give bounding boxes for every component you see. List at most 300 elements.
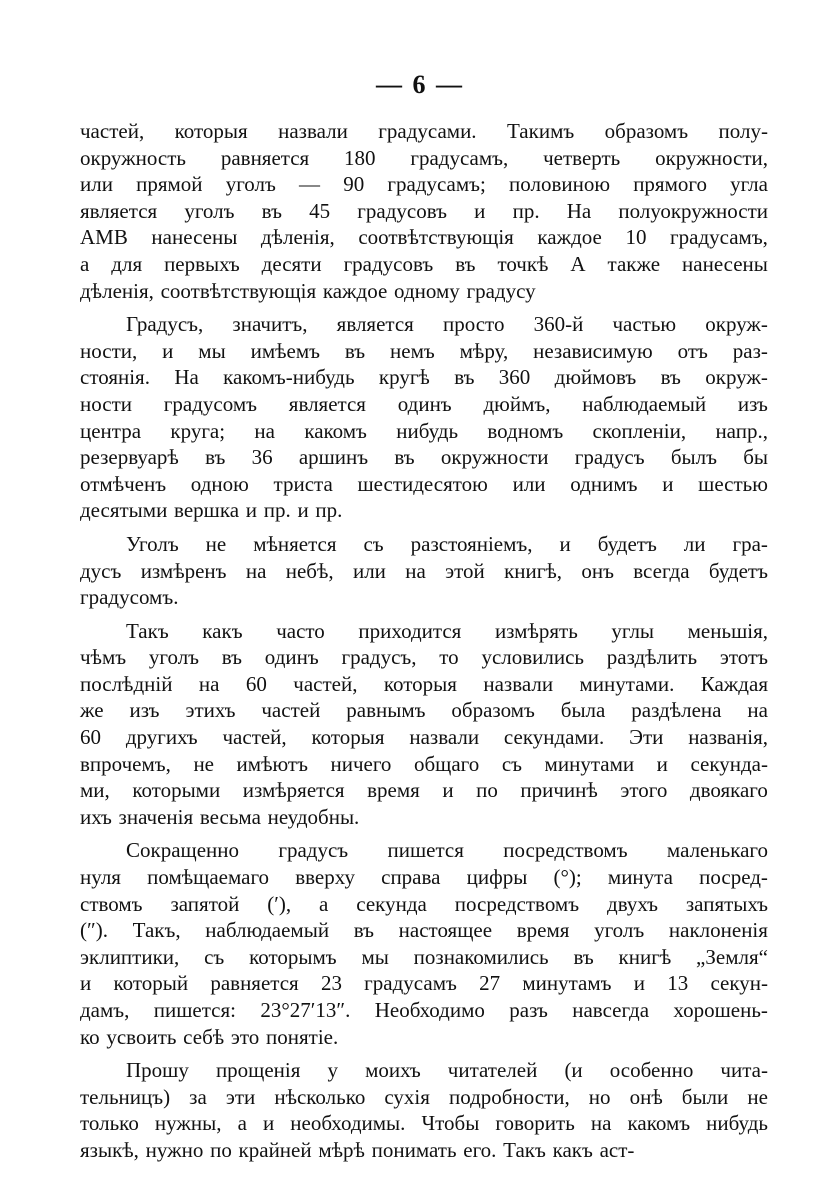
word: для xyxy=(111,251,143,276)
word: въ xyxy=(455,251,476,276)
word: шестью xyxy=(698,471,768,496)
word: и xyxy=(656,751,668,776)
text-line xyxy=(80,891,768,918)
word: окружности xyxy=(440,445,549,470)
word: то xyxy=(439,645,459,670)
word: двухъ xyxy=(607,891,658,916)
word: его. xyxy=(463,1137,497,1162)
word: понятіе. xyxy=(266,1024,339,1049)
word: полу- xyxy=(718,119,768,143)
text-line xyxy=(80,1084,768,1111)
word: какъ xyxy=(552,1137,593,1162)
word: въ xyxy=(261,198,282,223)
word: секун- xyxy=(710,971,768,996)
word: наблюдаемый xyxy=(582,391,707,416)
word: 23 xyxy=(320,971,342,996)
word: Каждая xyxy=(700,671,768,696)
paragraph xyxy=(80,837,768,1050)
word: значенія xyxy=(118,804,194,829)
word: вершка xyxy=(174,498,240,523)
word: и xyxy=(297,498,309,523)
word: соотвѣтствующія xyxy=(160,278,317,303)
word: этотъ xyxy=(719,645,768,670)
word: наклоненія xyxy=(668,918,768,943)
word: равнымъ xyxy=(346,698,426,723)
word: частью xyxy=(612,312,677,337)
word: была xyxy=(560,698,606,723)
word: является xyxy=(336,312,414,337)
word: помѣщаемаго xyxy=(147,865,270,890)
word: читателей xyxy=(447,1058,538,1083)
word: или xyxy=(352,558,386,583)
word: былъ xyxy=(670,445,717,470)
word: причинѣ xyxy=(520,778,598,803)
word: настоящее xyxy=(398,918,493,943)
word: однимъ xyxy=(570,471,638,496)
word: уголъ xyxy=(594,918,645,943)
word: посред- xyxy=(699,865,768,890)
text-line xyxy=(80,751,768,778)
word: триста xyxy=(273,471,333,496)
word: мѣняется xyxy=(253,531,337,556)
word: впрочемъ, xyxy=(80,751,171,776)
word: градусамъ, xyxy=(670,225,768,250)
text-line xyxy=(80,917,768,944)
word: уголъ xyxy=(148,645,200,670)
word: мы xyxy=(198,338,226,363)
word: на xyxy=(590,1111,612,1136)
word: ности xyxy=(80,391,132,416)
word: которыя xyxy=(383,671,457,696)
word: одною xyxy=(190,471,249,496)
text-line xyxy=(80,1137,768,1164)
word: въ xyxy=(573,944,594,969)
word: окруж- xyxy=(705,365,768,390)
word: независимую xyxy=(533,338,653,363)
word: измѣренъ xyxy=(140,558,227,583)
word: скопленіи, xyxy=(592,418,687,443)
word: въ xyxy=(660,365,681,390)
word: пр. xyxy=(263,498,291,523)
word: (и xyxy=(564,1058,583,1083)
word: также xyxy=(607,251,661,276)
word: первыхъ xyxy=(164,251,240,276)
word: измѣрять xyxy=(494,618,578,643)
word: или xyxy=(512,471,546,496)
word: ничего xyxy=(330,751,392,776)
word: на xyxy=(198,671,220,696)
word: по xyxy=(476,778,498,803)
text-line xyxy=(80,471,768,498)
word: каждое xyxy=(322,278,388,303)
word: Такъ xyxy=(126,618,169,643)
text-line xyxy=(80,558,768,585)
word: А xyxy=(570,251,586,276)
word: на xyxy=(245,558,267,583)
word: одному xyxy=(394,278,460,303)
word: аст- xyxy=(599,1137,635,1162)
word: и xyxy=(442,778,454,803)
word: Такъ, xyxy=(132,918,181,943)
word: отъ xyxy=(677,338,708,363)
word: усвоить xyxy=(106,1024,177,1049)
word: мѣрѣ xyxy=(318,1137,365,1162)
word: были xyxy=(681,1084,729,1109)
word: мы xyxy=(361,944,389,969)
word: секунда xyxy=(356,891,427,916)
word: тельницъ) xyxy=(80,1084,171,1109)
word: Такъ xyxy=(503,1137,546,1162)
word: моихъ xyxy=(365,1058,421,1083)
page-number: — 6 — xyxy=(376,70,464,99)
word: — xyxy=(299,172,321,197)
word: запятыхъ xyxy=(685,891,768,916)
word: раздѣлена xyxy=(631,698,722,723)
word: резервуарѣ xyxy=(80,445,179,470)
word: точкѣ xyxy=(497,251,549,276)
word: 180 xyxy=(344,145,376,170)
word: напр., xyxy=(715,418,768,443)
word: 27 xyxy=(479,971,501,996)
word: нужны, xyxy=(154,1111,222,1136)
text-line xyxy=(80,224,768,251)
word: пишется xyxy=(387,838,464,863)
text-line xyxy=(80,418,768,445)
word: въ xyxy=(344,338,366,363)
word: пр. xyxy=(512,198,540,223)
word: крайней xyxy=(238,1137,312,1162)
word: ми, xyxy=(80,778,110,803)
word: одинъ xyxy=(397,391,452,416)
text-line xyxy=(80,198,768,225)
word: съ xyxy=(501,751,522,776)
word: центра xyxy=(80,418,142,443)
word: градусъ xyxy=(278,838,349,863)
word: дусъ xyxy=(80,558,122,583)
word: за xyxy=(189,1084,207,1109)
word: въ xyxy=(394,445,415,470)
word: равняется xyxy=(220,145,310,170)
text-line xyxy=(80,837,768,864)
word: и xyxy=(80,971,92,996)
word: и xyxy=(262,1111,275,1136)
word: нибудь xyxy=(706,1111,768,1136)
word: какомъ xyxy=(627,1111,691,1136)
word: „Земля“ xyxy=(696,944,768,969)
word: значитъ, xyxy=(232,312,308,337)
word: дюймъ, xyxy=(483,391,551,416)
word: аршинъ xyxy=(298,445,369,470)
word: Эти xyxy=(629,725,664,750)
word: справа xyxy=(381,865,441,890)
word: это xyxy=(230,1024,260,1049)
word: градусомъ xyxy=(163,391,257,416)
word: разстояніемъ, xyxy=(410,531,533,556)
word: каждое xyxy=(537,225,602,250)
word: по xyxy=(210,1137,232,1162)
word: изъ xyxy=(737,391,768,416)
word: 60 xyxy=(245,671,267,696)
word: Градусъ, xyxy=(126,312,204,337)
word: посредствомъ xyxy=(503,838,628,863)
word: ли xyxy=(683,531,706,556)
word: На xyxy=(174,365,199,390)
text-line xyxy=(80,1110,768,1137)
word: эти xyxy=(225,1084,256,1109)
word: минутами xyxy=(544,751,635,776)
word: половиною xyxy=(509,172,611,197)
word: нибудь xyxy=(396,418,459,443)
word: стоянія. xyxy=(80,365,150,390)
text-line xyxy=(80,997,768,1024)
word: на xyxy=(254,418,275,443)
text-line xyxy=(80,145,768,172)
word: мѣру, xyxy=(459,338,509,363)
word: и xyxy=(162,338,174,363)
word: приходится xyxy=(358,618,462,643)
text-line xyxy=(80,584,768,611)
word: немъ xyxy=(390,338,435,363)
word: На xyxy=(566,198,592,223)
word: этихъ xyxy=(185,698,236,723)
word: 45 xyxy=(309,198,331,223)
word: которыя xyxy=(174,119,248,143)
word: шестидесятою xyxy=(357,471,488,496)
word: маленькаго xyxy=(666,838,768,863)
paragraph xyxy=(80,618,768,831)
word: уголъ xyxy=(225,172,276,197)
word: общаго xyxy=(413,751,480,776)
word: всегда xyxy=(633,558,690,583)
text-line xyxy=(80,697,768,724)
word: какомъ-нибудь xyxy=(223,365,355,390)
word: этого xyxy=(620,778,668,803)
word: (′), xyxy=(267,891,292,916)
word: (″). xyxy=(80,918,108,943)
text-line xyxy=(80,391,768,418)
text-line xyxy=(80,804,768,831)
word: нанесены xyxy=(682,251,768,276)
word: въ xyxy=(221,645,243,670)
word: нуля xyxy=(80,865,121,890)
word: познакомились xyxy=(413,944,549,969)
word: въ xyxy=(205,445,226,470)
word: градусамъ, xyxy=(410,145,509,170)
word: время xyxy=(516,918,570,943)
word: градусамъ; xyxy=(387,172,486,197)
word: является xyxy=(80,198,158,223)
text-line xyxy=(80,618,768,645)
word: особенно xyxy=(609,1058,694,1083)
text-line xyxy=(80,338,768,365)
word: другихъ xyxy=(125,725,198,750)
word: но xyxy=(588,1084,611,1109)
paragraph xyxy=(80,1057,768,1163)
word: книгѣ xyxy=(618,944,672,969)
text-line xyxy=(80,497,768,524)
word: наблюдаемый xyxy=(205,918,330,943)
word: круга; xyxy=(170,418,226,443)
word: запятой xyxy=(170,891,240,916)
word: 60 xyxy=(80,725,101,750)
word: понимать xyxy=(371,1137,457,1162)
word: небѣ, xyxy=(285,558,334,583)
word: бы xyxy=(743,445,768,470)
word: подробности, xyxy=(448,1084,570,1109)
text-line xyxy=(80,1057,768,1084)
word: а xyxy=(80,251,90,276)
word: 10 xyxy=(625,225,647,250)
word: или xyxy=(80,172,113,197)
word: назвали xyxy=(483,671,554,696)
word: Уголъ xyxy=(126,531,179,556)
word: а xyxy=(237,1111,247,1136)
word: на xyxy=(747,698,768,723)
word: минутами. xyxy=(579,671,675,696)
word: образомъ xyxy=(604,119,689,143)
word: (°); xyxy=(553,865,582,890)
word: и xyxy=(559,531,571,556)
word: пишется: xyxy=(153,998,236,1022)
word: прямой xyxy=(136,172,203,197)
word: частей, xyxy=(293,671,358,696)
word: этой xyxy=(445,558,485,583)
word: окружность xyxy=(80,145,186,170)
word: десяти xyxy=(261,251,322,276)
paragraph xyxy=(80,118,768,304)
word: который xyxy=(113,971,189,996)
word: назвали xyxy=(278,119,348,143)
word: 23°27′13″. xyxy=(260,998,351,1022)
word: градусу xyxy=(466,278,536,303)
word: будетъ xyxy=(708,558,768,583)
word: на xyxy=(405,558,426,583)
word: образомъ xyxy=(451,698,535,723)
word: градусовъ xyxy=(343,251,434,276)
word: какомъ xyxy=(304,418,367,443)
text-line xyxy=(80,531,768,558)
word: Сокращенно xyxy=(126,838,239,863)
word: градусами. xyxy=(378,119,477,143)
word: а xyxy=(319,891,329,916)
word: частей, xyxy=(222,725,287,750)
body-text xyxy=(80,118,768,1171)
word: въ xyxy=(353,918,374,943)
word: дѣленія, xyxy=(80,278,154,303)
word: двоякаго xyxy=(689,778,768,803)
word: дамъ, xyxy=(80,998,130,1022)
word: имѣемъ xyxy=(250,338,320,363)
word: нанесены xyxy=(151,225,238,250)
word: четверть xyxy=(543,145,621,170)
text-line xyxy=(80,278,768,305)
word: часто xyxy=(276,618,325,643)
word: водномъ xyxy=(487,418,564,443)
word: градусовъ xyxy=(357,198,447,223)
word: языкѣ, xyxy=(80,1137,139,1162)
word: меньшія, xyxy=(687,618,768,643)
text-line xyxy=(80,1024,768,1051)
word: посредствомъ xyxy=(454,891,580,916)
word: время xyxy=(367,778,420,803)
word: послѣдній xyxy=(80,671,173,696)
word: Прошу xyxy=(126,1058,189,1083)
text-line xyxy=(80,777,768,804)
word: ности, xyxy=(80,338,138,363)
word: просто xyxy=(442,312,505,337)
word: говорить xyxy=(495,1111,575,1136)
word: 13 xyxy=(667,971,689,996)
word: только xyxy=(80,1111,139,1136)
word: кругѣ xyxy=(378,365,430,390)
word: вверху xyxy=(295,865,355,890)
word: и xyxy=(662,471,674,496)
word: градусомъ. xyxy=(80,585,179,610)
text-line xyxy=(80,864,768,891)
text-line xyxy=(80,671,768,698)
word: же xyxy=(80,698,104,723)
word: частей, xyxy=(80,119,145,143)
word: градусамъ xyxy=(364,971,457,996)
word: сухія xyxy=(384,1084,430,1109)
word: будетъ xyxy=(597,531,657,556)
word: окруж- xyxy=(705,312,768,337)
word: онъ xyxy=(581,558,614,583)
word: АМВ xyxy=(80,225,128,250)
word: назвали xyxy=(409,725,480,750)
word: прямого xyxy=(633,172,707,197)
word: 36 xyxy=(251,445,273,470)
word: минутамъ xyxy=(522,971,612,996)
text-line xyxy=(80,644,768,671)
word: соотвѣтствующія xyxy=(358,225,514,250)
word: ихъ xyxy=(80,804,112,829)
text-line xyxy=(80,251,768,278)
word: Чтобы xyxy=(421,1111,480,1136)
word: онѣ xyxy=(629,1084,663,1109)
word: секунда- xyxy=(690,751,768,776)
word: имѣютъ xyxy=(236,751,308,776)
word: равняется xyxy=(210,971,299,996)
word: и xyxy=(633,971,645,996)
word: которыми xyxy=(132,778,221,803)
word: пр. xyxy=(315,498,343,523)
word: и xyxy=(245,498,258,523)
word: нужно xyxy=(145,1137,204,1162)
word: раздѣлить xyxy=(606,645,698,670)
word: частей xyxy=(261,698,321,723)
word: 360 xyxy=(498,365,531,390)
word: разъ xyxy=(509,998,548,1022)
word: которымъ xyxy=(249,944,337,969)
word: чита- xyxy=(720,1058,768,1083)
word: себѣ xyxy=(183,1024,225,1049)
word: уголъ xyxy=(184,198,235,223)
word: весьма xyxy=(199,804,261,829)
word: ко xyxy=(80,1024,100,1049)
text-line xyxy=(80,364,768,391)
word: съ xyxy=(204,944,225,969)
word: не xyxy=(193,751,214,776)
word: минута xyxy=(607,865,673,890)
word: окружности, xyxy=(655,145,768,170)
text-line xyxy=(80,724,768,751)
word: 360-й xyxy=(533,312,584,337)
word: градусъ xyxy=(574,445,645,470)
word: книгѣ, xyxy=(504,558,563,583)
text-line xyxy=(80,118,768,145)
word: не xyxy=(205,531,227,556)
